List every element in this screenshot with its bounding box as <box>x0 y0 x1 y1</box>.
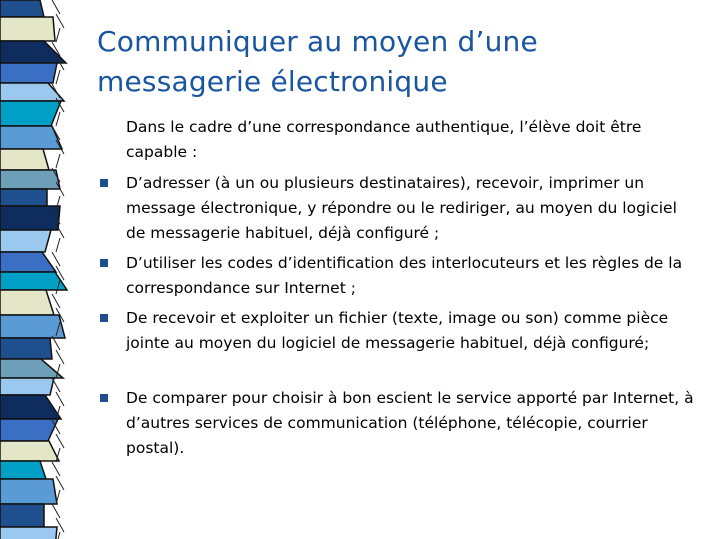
slide-title <box>97 22 697 102</box>
bullet-item-2 <box>126 251 696 301</box>
stripe-block <box>0 0 44 17</box>
stripe-block <box>0 101 61 126</box>
bullet-item-1 <box>126 171 696 246</box>
bullet-item-3 <box>126 306 696 356</box>
stripe-block <box>0 272 67 290</box>
stripe-block <box>0 126 62 149</box>
square-bullet-icon <box>100 314 108 322</box>
stripe-block <box>0 170 60 189</box>
bullet-item-4 <box>126 386 696 461</box>
stripe-block <box>0 206 60 230</box>
title-line-1: Communiquer au moyen d’une <box>97 25 538 58</box>
square-bullet-icon <box>100 394 108 402</box>
stripe-block <box>0 419 58 441</box>
stripe-block <box>0 189 47 206</box>
bullet-text-3: De recevoir et exploiter un fichier (texte, image ou son) comme pièce jointe au moyen du logiciel de messagerie habituel, déjà configuré; <box>126 309 669 352</box>
stripe-block <box>0 315 65 338</box>
stripe-block <box>0 63 57 83</box>
square-bullet-icon <box>100 259 108 267</box>
stripe-block <box>0 17 55 41</box>
stripe-block <box>0 461 46 479</box>
stripe-block <box>0 378 54 395</box>
stripe-block <box>0 149 49 170</box>
stripe-block <box>0 290 54 315</box>
bullet-text-1: D’adresser (à un ou plusieurs destinataires), recevoir, imprimer un message électronique, y répondre ou le rediriger, au moyen du logiciel de messagerie habituel, déjà configuré ; <box>126 174 677 242</box>
title-line-2: messagerie électronique <box>97 65 448 98</box>
bullet-text-4: De comparer pour choisir à bon escient le service apporté par Internet, à d’autres services de communication (téléphone, télécopie, courrier postal). <box>126 389 694 457</box>
stripe-block <box>0 527 57 539</box>
decorative-stripe-border <box>0 0 78 539</box>
stripe-block <box>0 338 52 359</box>
square-bullet-icon <box>100 179 108 187</box>
intro-text: Dans le cadre d’une correspondance authentique, l’élève doit être capable : <box>126 118 642 161</box>
bullet-text-2: D’utiliser les codes d’identification des interlocuteurs et les règles de la correspondance sur Internet ; <box>126 254 683 297</box>
stripe-block <box>0 504 44 527</box>
stripe-block <box>0 441 59 461</box>
stripe-block <box>0 479 57 504</box>
stripe-block <box>0 230 51 252</box>
